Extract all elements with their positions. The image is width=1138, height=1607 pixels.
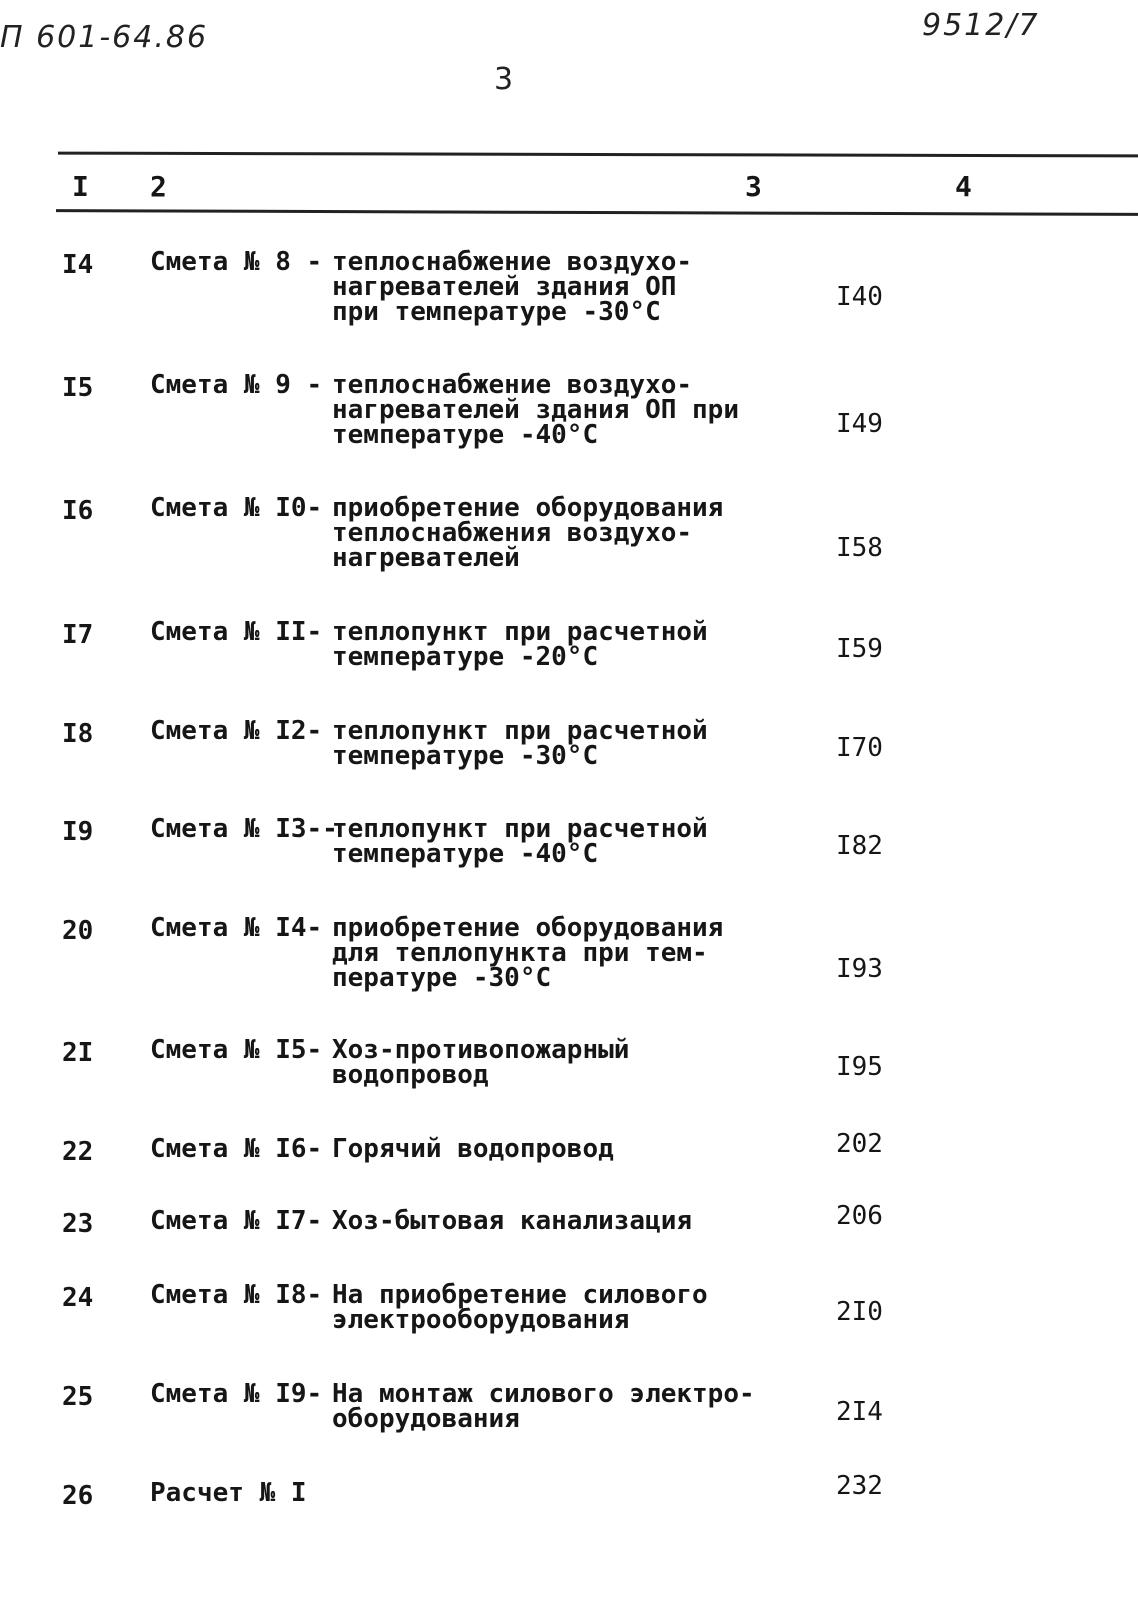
row-number: I8 — [62, 719, 94, 749]
row-number: 23 — [62, 1209, 94, 1239]
table-row — [0, 814, 1138, 917]
archive-number-handwritten: 9512/7 — [922, 8, 1040, 43]
row-description: приобретение оборудования для теплопункта при тем- пературе -30°С — [332, 913, 724, 993]
column-header-3: 3 — [745, 170, 762, 203]
row-page: 202 — [836, 1129, 883, 1159]
row-description: теплопункт при расчетной температуре -30°С — [332, 716, 708, 771]
table-row — [0, 247, 1138, 350]
row-description: теплоснабжение воздухо- нагревателей здания ОП при температуре -40°С — [332, 370, 739, 450]
row-description: На приобретение силового электрооборудования — [332, 1280, 708, 1335]
row-number: I9 — [62, 817, 94, 847]
column-header-4: 4 — [955, 170, 972, 203]
row-label: Смета № II- — [150, 617, 323, 647]
table-header-rule — [56, 209, 1138, 216]
row-page: 2I0 — [836, 1297, 883, 1327]
page-number: 3 — [494, 62, 514, 97]
row-description: приобретение оборудования теплоснабжения воздухо- нагревателей — [332, 493, 724, 573]
row-label: Смета № 9 - — [150, 370, 323, 400]
row-number: 24 — [62, 1283, 94, 1313]
row-number: 25 — [62, 1382, 94, 1412]
row-label: Смета № I7- — [150, 1206, 323, 1236]
table-row — [0, 716, 1138, 819]
table-row — [0, 370, 1138, 473]
table-row — [0, 1379, 1138, 1482]
row-number: I6 — [62, 496, 94, 526]
document-code-handwritten: П 601-64.86 — [0, 20, 209, 55]
row-description: На монтаж силового электро- оборудования — [332, 1379, 755, 1434]
table-row — [0, 1280, 1138, 1383]
table-row — [0, 493, 1138, 596]
row-label: Смета № I5- — [150, 1035, 323, 1065]
row-page: I95 — [836, 1052, 883, 1082]
row-label: Смета № I2- — [150, 716, 323, 746]
table-top-rule — [58, 152, 1138, 158]
row-page: I59 — [836, 634, 883, 664]
row-description: теплопункт при расчетной температуре -20°С — [332, 617, 708, 672]
row-page: I93 — [836, 954, 883, 984]
row-label: Смета № I8- — [150, 1280, 323, 1310]
row-page: 232 — [836, 1471, 883, 1501]
row-number: I5 — [62, 373, 94, 403]
row-description: теплоснабжение воздухо- нагревателей здания ОП при температуре -30°С — [332, 247, 693, 327]
row-number: I4 — [62, 250, 94, 280]
row-label: Расчет № I — [150, 1478, 307, 1508]
row-label: Смета № I3-- — [150, 814, 338, 844]
row-page: 206 — [836, 1201, 883, 1231]
column-header-2: 2 — [150, 170, 167, 203]
table-row — [0, 913, 1138, 1016]
row-label: Смета № I6- — [150, 1134, 323, 1164]
row-description: Хоз-бытовая канализация — [332, 1206, 693, 1236]
row-page: 2I4 — [836, 1397, 883, 1427]
row-description: Горячий водопровод — [332, 1134, 614, 1164]
column-header-1: I — [72, 170, 89, 203]
row-page: I82 — [836, 831, 883, 861]
row-label: Смета № I9- — [150, 1379, 323, 1409]
row-number: I7 — [62, 620, 94, 650]
row-number: 26 — [62, 1481, 94, 1511]
row-description: Хоз-противопожарный водопровод — [332, 1035, 630, 1090]
table-row — [0, 617, 1138, 720]
row-label: Смета № 8 - — [150, 247, 323, 277]
row-page: I70 — [836, 733, 883, 763]
row-number: 22 — [62, 1137, 94, 1167]
table-row — [0, 1035, 1138, 1138]
row-number: 2I — [62, 1038, 94, 1068]
row-page: I49 — [836, 409, 883, 439]
row-number: 20 — [62, 916, 94, 946]
row-label: Смета № I0- — [150, 493, 323, 523]
row-description: теплопункт при расчетной температуре -40°С — [332, 814, 708, 869]
row-label: Смета № I4- — [150, 913, 323, 943]
table-row — [0, 1471, 1138, 1581]
row-page: I40 — [836, 282, 883, 312]
row-page: I58 — [836, 533, 883, 563]
